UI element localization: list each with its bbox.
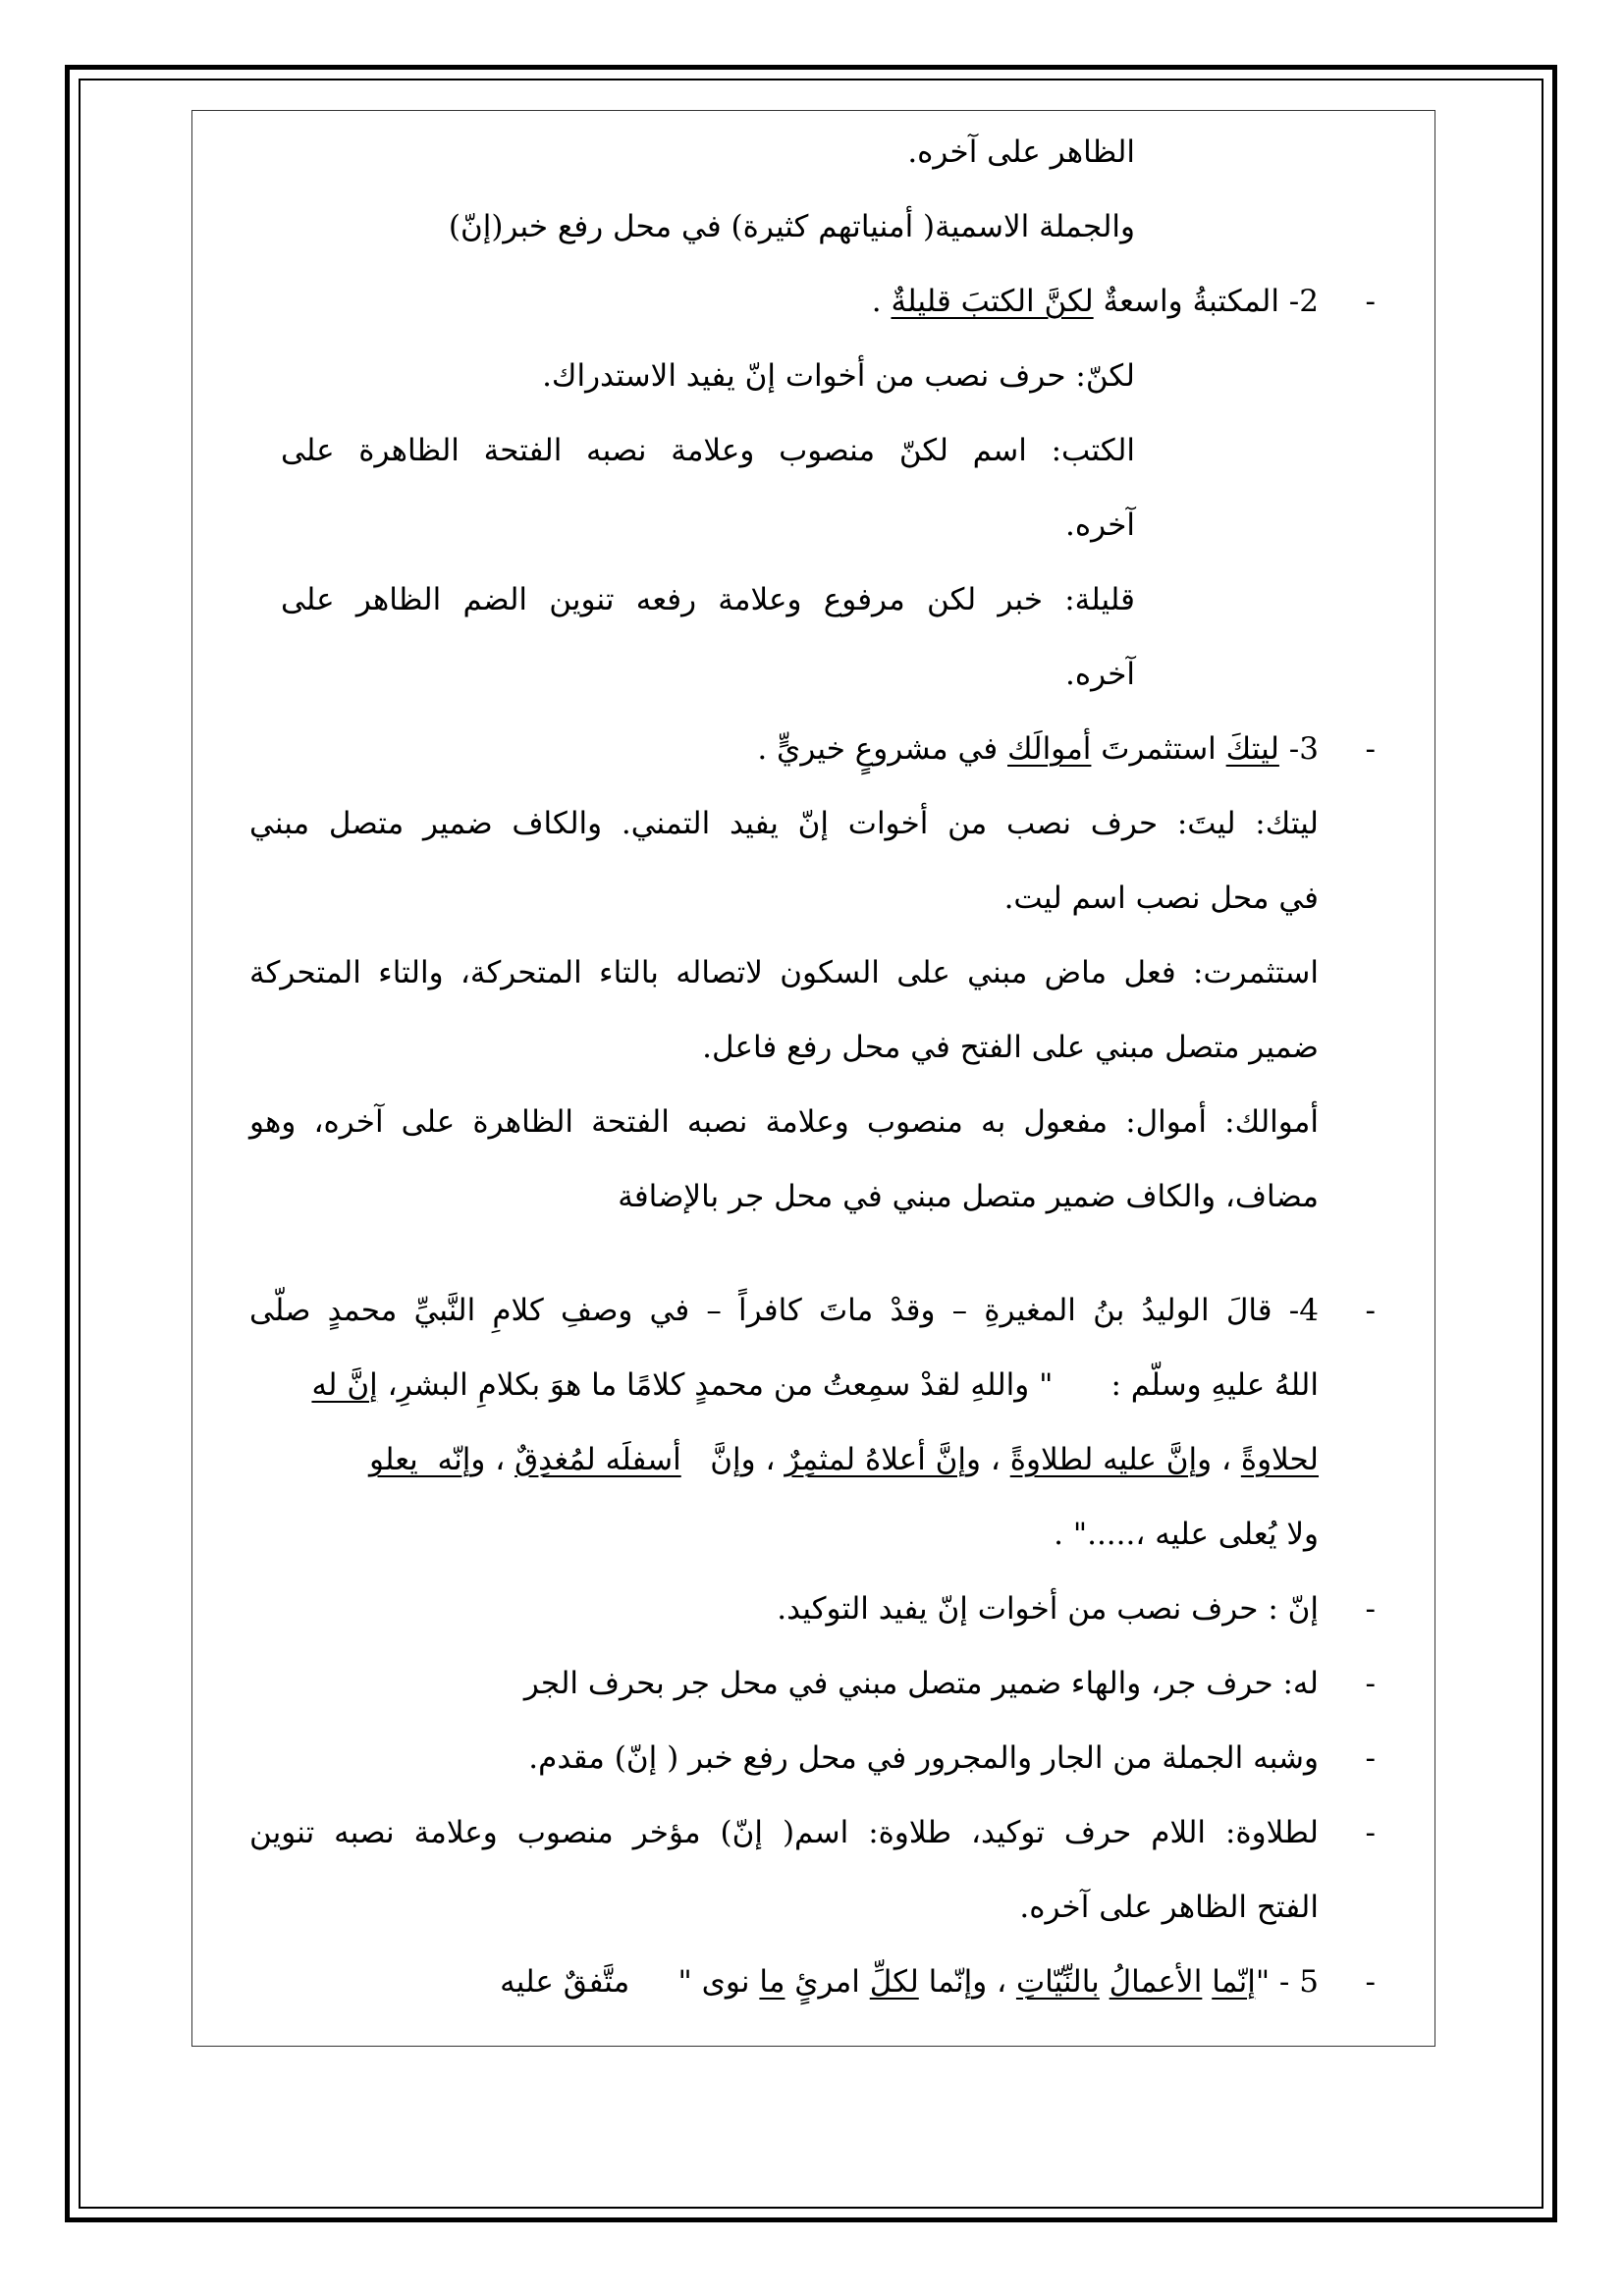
list-bullet: - xyxy=(1365,1293,1376,1328)
text-line: في محل نصب اسم ليت. xyxy=(1003,881,1319,916)
text-line: الفتح الظاهر على آخره. xyxy=(1019,1890,1319,1925)
list-item: 3- ليتكَ استثمرتَ أموالَك في مشروعٍ خيريٍّ . xyxy=(757,731,1319,767)
list-item: وشبه الجملة من الجار والمجرور في محل رفع خبر ( إنّ) مقدم. xyxy=(528,1740,1319,1776)
list-bullet: - xyxy=(1365,1591,1376,1627)
text-line: استثمرت: فعل ماض مبني على السكون لاتصاله بالتاء المتحركة، والتاء المتحركة xyxy=(249,955,1319,990)
list-bullet: - xyxy=(1365,1815,1376,1850)
list-item: 2- المكتبةُ واسعةٌ لكنَّ الكتبَ قليلةٌ . xyxy=(871,284,1319,319)
list-item: إنّ : حرف نصب من أخوات إنّ يفيد التوكيد. xyxy=(777,1591,1319,1627)
text-line: مضاف، والكاف ضمير متصل مبني في محل جر بالإضافة xyxy=(618,1179,1319,1214)
text-line: الظاهر على آخره. xyxy=(907,134,1135,170)
text-line: الكتب: اسم لكنّ منصوب وعلامة نصبه الفتحة الظاهرة على xyxy=(281,433,1135,468)
text-line: قليلة: خبر لكن مرفوع وعلامة رفعه تنوين الضم الظاهر على xyxy=(281,582,1135,617)
text-line: ليتك: ليتَ: حرف نصب من أخوات إنّ يفيد التمني. والكاف ضمير متصل مبني xyxy=(249,806,1319,841)
list-bullet: - xyxy=(1365,1964,1376,2000)
list-bullet: - xyxy=(1365,284,1376,319)
text-line: آخره. xyxy=(1065,507,1135,543)
text-line: لكنّ: حرف نصب من أخوات إنّ يفيد الاستدراك. xyxy=(542,358,1135,394)
list-bullet: - xyxy=(1365,1740,1376,1776)
text-line: لحلاوةً ، وإنَّ عليه لطلاوةً ، وإنَّ أعلاهُ لمثمِرٌ ، وإنَّ أسفلَه لمُغدِقٌ ، وإنّه يعلو xyxy=(368,1442,1319,1477)
text-line: أموالك: أموال: مفعول به منصوب وعلامة نصبه الفتحة الظاهرة على آخره، وهو xyxy=(249,1104,1319,1140)
text-line: آخره. xyxy=(1065,657,1135,692)
list-bullet: - xyxy=(1365,731,1376,767)
text-line: ضمير متصل مبني على الفتح في محل رفع فاعل. xyxy=(702,1030,1319,1065)
content-box xyxy=(191,110,1435,2047)
list-item: لطلاوة: اللام حرف توكيد، طلاوة: اسم( إنّ) مؤخر منصوب وعلامة نصبه تنوين xyxy=(249,1815,1319,1850)
list-item: 5 - "إنّما الأعمالُ بالنِّيّاتِ ، وإنّما لكلِّ امرئٍ ما نوى " متَّفقٌ عليه xyxy=(500,1964,1319,2000)
text-line: ولا يُعلى عليه ،....." . xyxy=(1054,1517,1319,1552)
text-line: والجملة الاسمية( أمنياتهم كثيرة) في محل رفع خبر(إنّ) xyxy=(448,209,1135,244)
list-item: 4- قالَ الوليدُ بنُ المغيرةِ – وقدْ ماتَ كافراً – في وصفِ كلامِ النَّبيِّ محمدٍ صلّى xyxy=(249,1293,1319,1328)
text-line: اللهُ عليهِ وسلّم : " واللهِ لقدْ سمِعتُ من محمدٍ كلامًا ما هوَ بكلامِ البشرِ، إنَّ له xyxy=(311,1367,1319,1403)
list-bullet: - xyxy=(1365,1666,1376,1701)
list-item: له: حرف جر، والهاء ضمير متصل مبني في محل جر بحرف الجر xyxy=(523,1666,1319,1701)
